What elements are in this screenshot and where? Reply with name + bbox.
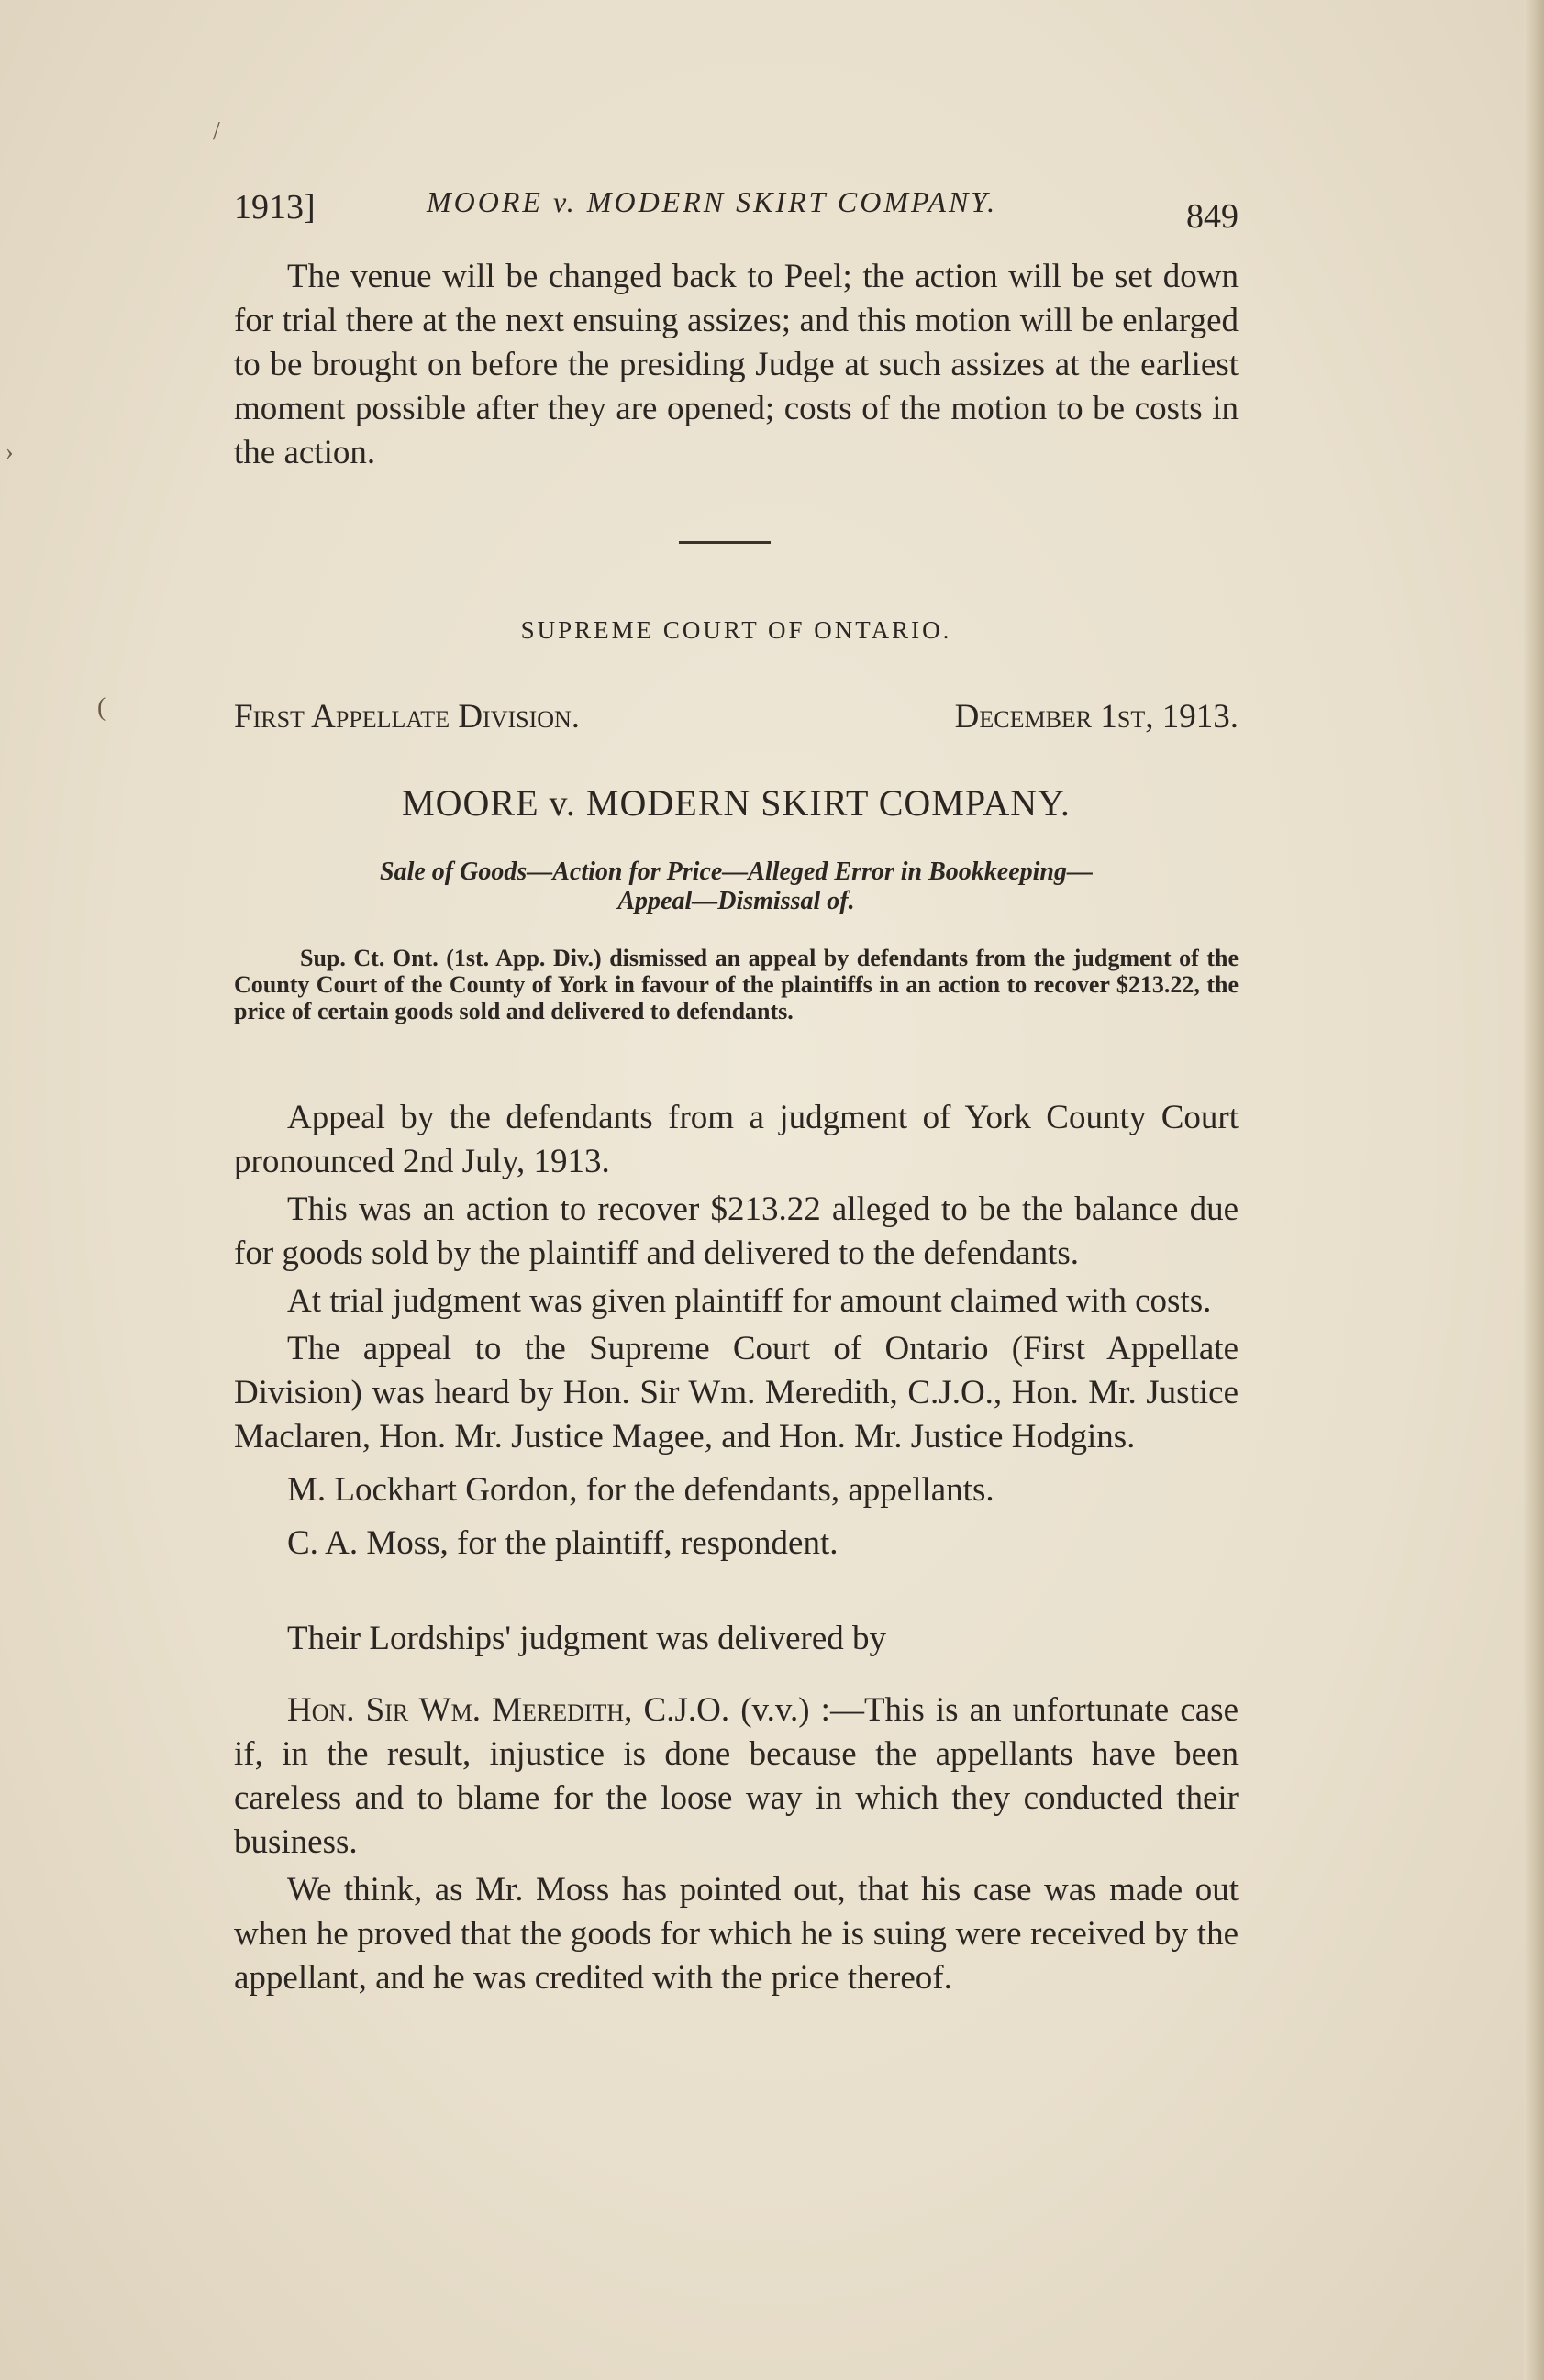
judgment-text-1: (v.v.) :—This is an unfortunate case if, in the result, injustice is done because the appellants have been careless and to blame for the loose way in which they conducted their business. bbox=[234, 1691, 1239, 1861]
catchwords-line-1: Sale of Goods—Action for Price—Alleged Error in Bookkeeping— bbox=[380, 858, 1093, 886]
judgment-delivered-line: Their Lordships' judgment was delivered by bbox=[287, 1620, 886, 1657]
body-paragraph-3: At trial judgment was given plaintiff for amount claimed with costs. bbox=[287, 1282, 1212, 1320]
running-header bbox=[234, 180, 1239, 235]
judgment-paragraph-1 bbox=[234, 1688, 1239, 1865]
division-date-row bbox=[234, 697, 1239, 743]
counsel-plaintiff: C. A. Moss, for the plaintiff, respondent. bbox=[287, 1524, 839, 1562]
headnote-text: Sup. Ct. Ont. (1st. App. Div.) dismissed an appeal by defendants from the judgment of the County Court of the County of York in favour of the plaintiffs in an action to recover $213.22, the price of certain goods sold and delivered to defendants. bbox=[234, 945, 1239, 1024]
body-paragraph-1: Appeal by the defendants from a judgment of York County Court pronounced 2nd July, 1913. bbox=[234, 1099, 1239, 1180]
margin-mark: ( bbox=[97, 693, 106, 722]
top-paragraph-block bbox=[234, 255, 1239, 475]
decision-date: December 1st, 1913. bbox=[954, 698, 1239, 736]
judgment-speaker: Hon. Sir Wm. Meredith, C.J.O. bbox=[287, 1691, 730, 1729]
headnote bbox=[234, 945, 1239, 1024]
top-paragraph: The venue will be changed back to Peel; the action will be set down for trial there at the next ensuing assizes; and this motion will be enlarged to be brought on before the presiding Judge at such assizes at the earliest moment possible after they are opened; costs of the motion to be costs in the action. bbox=[234, 258, 1239, 471]
catchwords bbox=[234, 858, 1239, 916]
judgment-paragraph-2: We think, as Mr. Moss has pointed out, that his case was made out when he proved that the goods for which he is suing were received by the appellant, and he was credited with the price thereof. bbox=[234, 1871, 1239, 1997]
body-paragraph-4: The appeal to the Supreme Court of Ontario (First Appellate Division) was heard by Hon. Sir Wm. Meredith, C.J.O., Hon. Mr. Justice Maclaren, Hon. Mr. Justice Magee, and Hon. Mr. Justice Hodgins. bbox=[234, 1330, 1239, 1456]
body-text bbox=[234, 1096, 1239, 2000]
section-divider bbox=[679, 541, 771, 544]
page-number: 849 bbox=[1186, 197, 1239, 236]
counsel-defendants: M. Lockhart Gordon, for the defendants, appellants. bbox=[287, 1471, 994, 1509]
margin-mark: › bbox=[6, 438, 14, 465]
division-label: First Appellate Division. bbox=[234, 698, 581, 736]
court-name: SUPREME COURT OF ONTARIO. bbox=[520, 616, 952, 644]
page-edge bbox=[1524, 0, 1544, 2380]
case-title: MOORE v. MODERN SKIRT COMPANY. bbox=[402, 782, 1071, 824]
margin-mark: / bbox=[213, 117, 220, 146]
body-paragraph-2: This was an action to recover $213.22 alleged to be the balance due for goods sold by the plaintiff and delivered to the defendants. bbox=[234, 1190, 1239, 1272]
header-year: 1913] bbox=[234, 188, 316, 227]
header-running-title: MOORE v. MODERN SKIRT COMPANY. bbox=[427, 185, 998, 218]
catchwords-line-2: Appeal—Dismissal of. bbox=[617, 887, 855, 915]
